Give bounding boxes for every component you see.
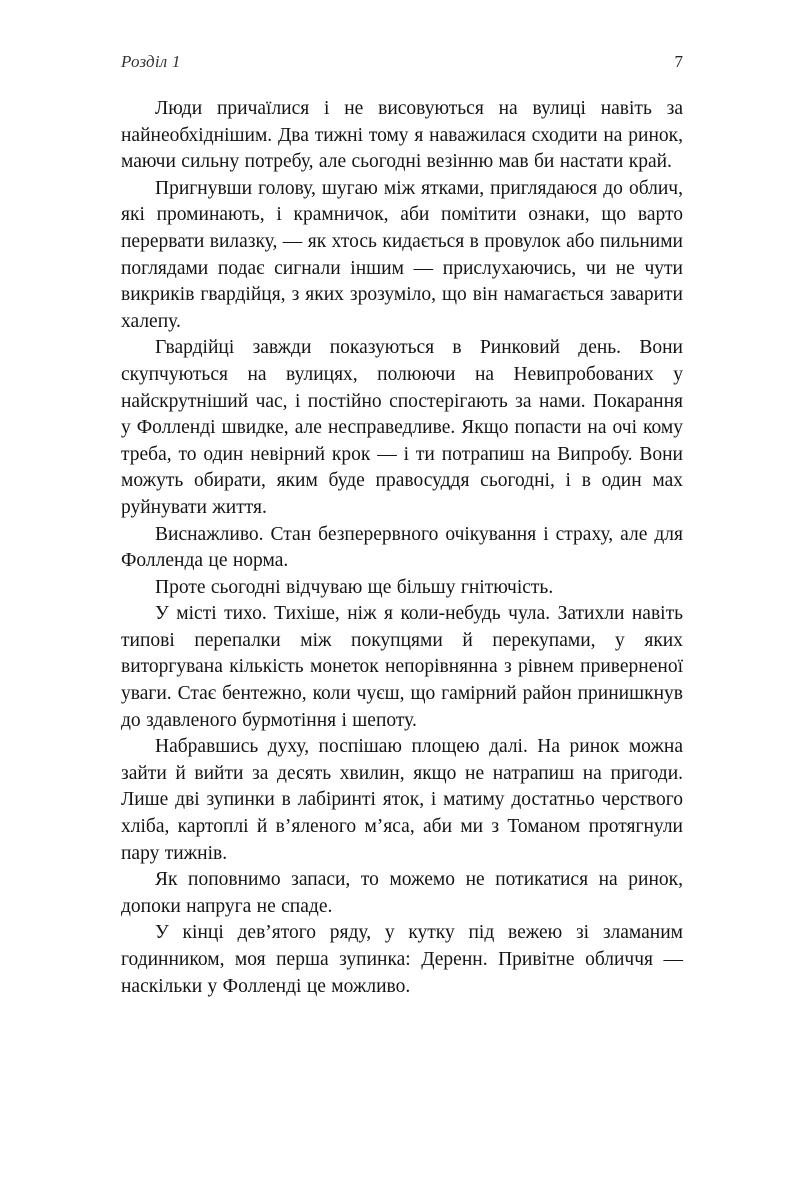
body-text	[121, 96, 683, 1000]
page-number: 7	[674, 52, 683, 71]
paragraph: Пригнувши голову, шугаю між ятками, приглядаюся до облич, які проминають, і крамничок, аби помітити ознаки, що варто перервати вилазку, — як хтось кидається в провулок або пильними поглядами подає сигнали іншим — прислухаючись, чи не чути викриків гвардійця, з яких зрозуміло, що він намагається заварити халепу.	[121, 177, 683, 332]
paragraph: Проте сьогодні відчуваю ще більшу гнітючість.	[155, 576, 554, 598]
paragraph: Люди причаїлися і не висовуються на вулиці навіть за найнеобхіднішим. Два тижні тому я наважилася сходити на ринок, маючи сильну потребу, але сьогодні везінню мав би настати край.	[121, 98, 683, 173]
paragraph: У кінці дев’ятого ряду, у кутку під вежею зі зламаним годинником, моя перша зупинка: Деренн. Привітне обличчя — наскільки у Фолленді це можливо.	[121, 922, 683, 997]
paragraph: У місті тихо. Тихіше, ніж я коли-небудь чула. Затихли навіть типові перепалки між покупцями й перекупами, у яких виторгувана кількість монеток непорівнянна з рівнем приверненої уваги. Стає бентежно, коли чуєш, що гамірний район принишкнув до здавленого бурмотіння і шепоту.	[121, 603, 683, 731]
paragraph: Гвардійці завжди показуються в Ринковий день. Вони скупчуються на вулицях, полюючи на Невипробованих у найскрутніший час, і постійно спостерігають за нами. Покарання у Фолленді швидке, але несправедливе. Якщо попасти на очі кому треба, то один невірний крок — і ти потрапиш на Випробу. Вони можуть обирати, яким буде правосуддя сьогодні, і в один мах руйнувати життя.	[121, 337, 683, 518]
paragraph: Як поповнимо запаси, то можемо не потикатися на ринок, допоки напруга не спаде.	[121, 869, 683, 917]
paragraph: Виснажливо. Стан безперервного очікування і страху, але для Фолленда це норма.	[121, 523, 683, 572]
page-header	[121, 52, 683, 72]
paragraph: Набравшись духу, поспішаю площею далі. На ринок можна зайти й вийти за десять хвилин, якщо не натрапиш на пригоди. Лише дві зупинки в лабіринті яток, і матиму достатньо черствого хліба, картоплі й в’яленого м’яса, аби ми з Томаном протягнули пару тижнів.	[121, 736, 683, 864]
chapter-title: Розділ 1	[121, 52, 181, 71]
